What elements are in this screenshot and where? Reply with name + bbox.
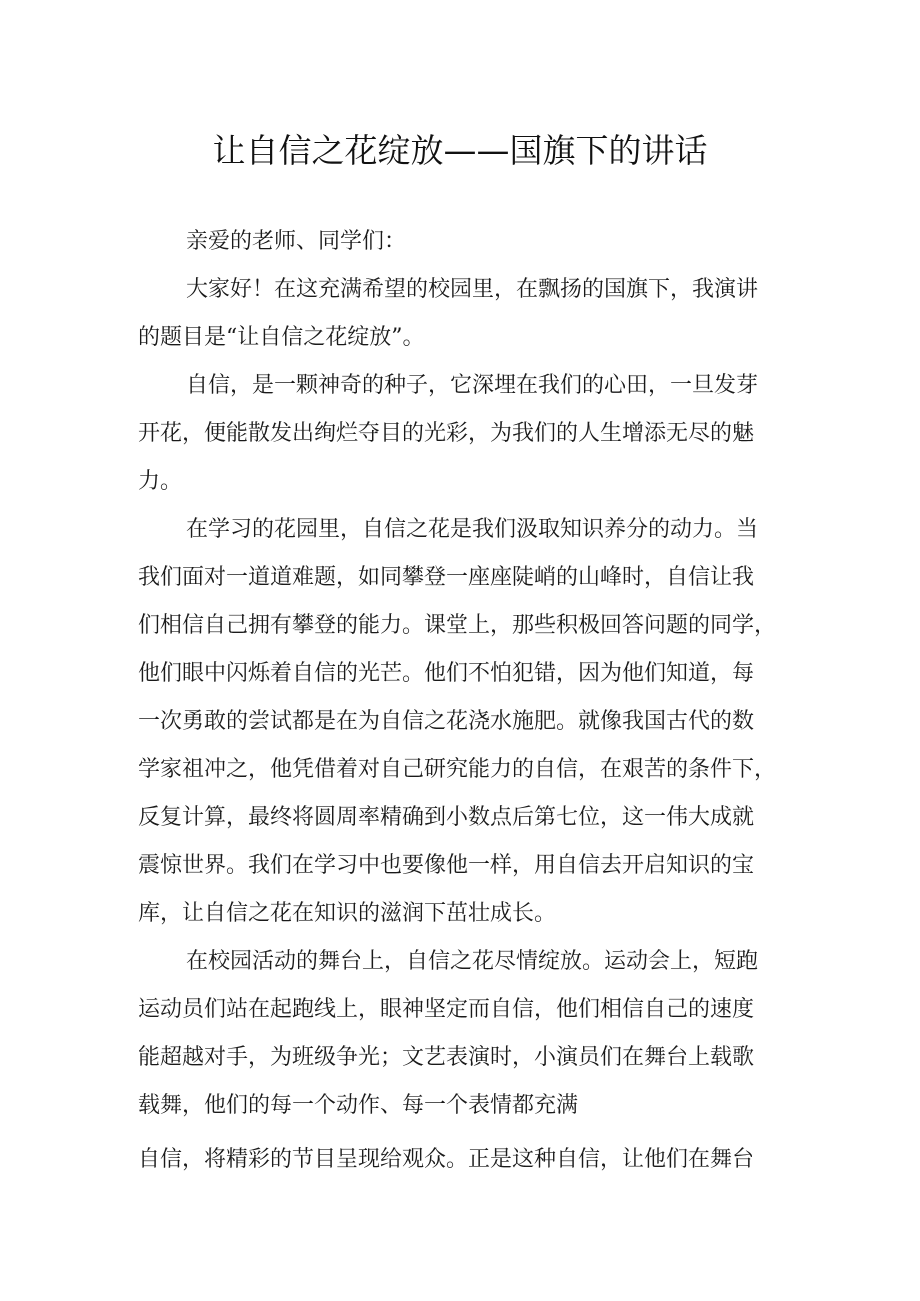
text-line: 震惊世界。我们在学习中也要像他一样，用自信去开启知识的宝 [138,853,755,878]
text-line: 学家祖冲之，他凭借着对自己研究能力的自信，在艰苦的条件下， [138,757,777,782]
text-line: 反复计算，最终将圆周率精确到小数点后第七位，这一伟大成就 [138,805,755,830]
text-line: 能超越对手，为班级争光；文艺表演时，小演员们在舞台上载歌 [138,1045,755,1070]
text-line: 在学习的花园里，自信之花是我们汲取知识养分的动力。当 [186,517,759,542]
text-line: 他们眼中闪烁着自信的光芒。他们不怕犯错，因为他们知道，每 [138,661,755,686]
text-line: 库，让自信之花在知识的滋润下茁壮成长。 [138,901,557,926]
text-line: 的题目是“让自信之花绽放”。 [138,325,425,350]
text-line: 力。 [138,469,183,494]
text-line: 大家好！在这充满希望的校园里，在飘扬的国旗下，我演讲 [186,277,759,302]
text-line: 载舞，他们的每一个动作、每一个表情都充满 [138,1093,579,1118]
text-line: 运动员们站在起跑线上，眼神坚定而自信，他们相信自己的速度 [138,997,755,1022]
text-line: 一次勇敢的尝试都是在为自信之花浇水施肥。就像我国古代的数 [138,709,755,734]
text-line: 开花，便能散发出绚烂夺目的光彩，为我们的人生增添无尽的魅 [138,421,755,446]
salutation-line: 亲爱的老师、同学们： [186,229,407,254]
text-line: 在校园活动的舞台上，自信之花尽情绽放。运动会上，短跑 [186,949,759,974]
text-line: 我们面对一道道难题，如同攀登一座座陡峭的山峰时，自信让我 [138,565,755,590]
document-title: 让自信之花绽放——国旗下的讲话 [212,131,708,170]
text-line: 自信，是一颗神奇的种子，它深埋在我们的心田，一旦发芽 [186,373,759,398]
text-line: 自信，将精彩的节目呈现给观众。正是这种自信，让他们在舞台 [138,1147,755,1172]
text-line: 们相信自己拥有攀登的能力。课堂上，那些积极回答问题的同学， [138,613,777,638]
